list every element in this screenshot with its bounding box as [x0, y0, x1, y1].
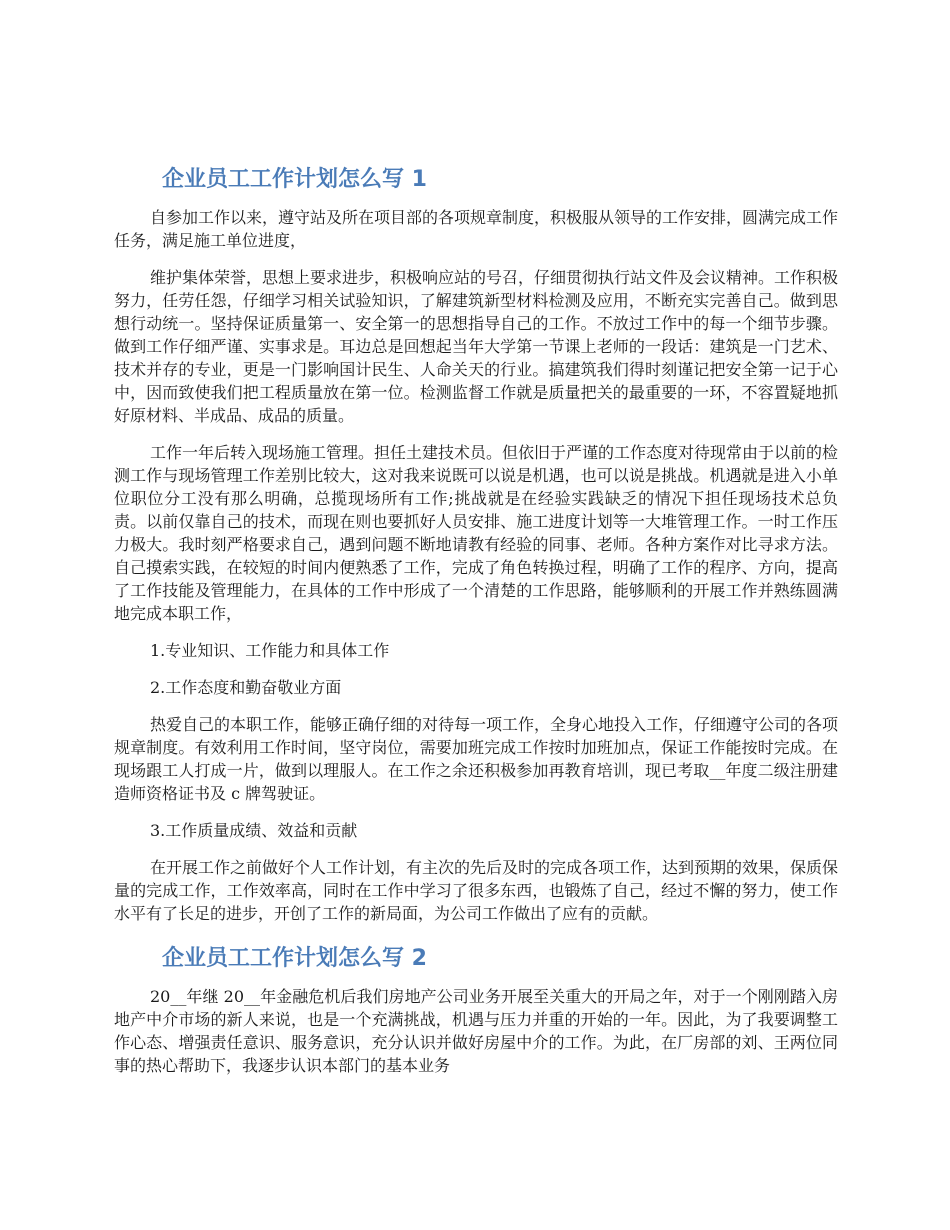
section-1-paragraph-3: 工作一年后转入现场施工管理。担任土建技术员。但依旧于严谨的工作态度对待现常由于以前的检测工作与现场管理工作差别比较大，这对我来说既可以说是机遇，也可以说是挑战。机遇就是进入小单位职位分工没有那么明确，总揽现场所有工作;挑战就是在经验实践缺乏的情况下担任现场技术总负责。以前仅靠自己的技术，而现在则也要抓好人员安排、施工进度计划等一大堆管理工作。一时工作压力极大。我时刻严格要求自己，遇到问题不断地请教有经验的同事、老师。各种方案作对比寻求方法。自己摸索实践，在较短的时间内便熟悉了工作，完成了角色转换过程，明确了工作的程序、方向，提高了工作技能及管理能力，在具体的工作中形成了一个清楚的工作思路，能够顺利的开展工作并熟练圆满地完成本职工作， [114, 443, 839, 623]
section-2-title: 企业员工工作计划怎么写 2 [162, 946, 427, 971]
section-1-paragraph-4: 热爱自己的本职工作，能够正确仔细的对待每一项工作，全身心地投入工作，仔细遵守公司的各项规章制度。有效利用工作时间，坚守岗位，需要加班完成工作按时加班加点，保证工作能按时完成。在现场跟工人打成一片，做到以理服人。在工作之余还积极参加再教育培训，现已考取__年度二级注册建造师资格证书及 c 牌驾驶证。 [114, 715, 839, 803]
document-content [114, 160, 838, 1091]
section-1-title: 企业员工工作计划怎么写 1 [162, 167, 427, 192]
section-2-paragraph-1: 20__年继 20__年金融危机后我们房地产公司业务开展至关重大的开局之年，对于一个刚刚踏入房地产中介市场的新人来说，也是一个充满挑战，机遇与压力并重的开始的一年。因此，为了我要调整工作心态、增强责任意识、服务意识，充分认识并做好房屋中介的工作。为此，在厂房部的刘、王两位同事的热心帮助下，我逐步认识本部门的基本业务 [114, 987, 838, 1075]
section-1-paragraph-5: 在开展工作之前做好个人工作计划，有主次的先后及时的完成各项工作，达到预期的效果，保质保量的完成工作，工作效率高，同时在工作中学习了很多东西，也锻炼了自己，经过不懈的努力，使工作水平有了长足的进步，开创了工作的新局面，为公司工作做出了应有的贡献。 [114, 858, 839, 923]
section-1-item-1: 1.专业知识、工作能力和具体工作 [150, 641, 390, 660]
section-1-paragraph-1: 自参加工作以来，遵守站及所在项目部的各项规章制度，积极服从领导的工作安排，圆满完成工作任务，满足施工单位进度， [114, 208, 839, 250]
section-1-paragraph-2: 维护集体荣誉，思想上要求进步，积极响应站的号召，仔细贯彻执行站文件及会议精神。工作积极努力，任劳任怨，仔细学习相关试验知识，了解建筑新型材料检测及应用，不断充实完善自己。做到思想行动统一。坚持保证质量第一、安全第一的思想指导自己的工作。不放过工作中的每一个细节步骤。做到工作仔细严谨、实事求是。耳边总是回想起当年大学第一节课上老师的一段话：建筑是一门艺术、技术并存的专业，更是一门影响国计民生、人命关天的行业。搞建筑我们得时刻谨记把安全第一记于心中，因而致使我们把工程质量放在第一位。检测监督工作就是质量把关的最重要的一环，不容置疑地抓好原材料、半成品、成品的质量。 [114, 268, 839, 425]
section-1-item-2: 2.工作态度和勤奋敬业方面 [150, 678, 342, 697]
section-1-item-3: 3.工作质量成绩、效益和贡献 [150, 821, 358, 840]
